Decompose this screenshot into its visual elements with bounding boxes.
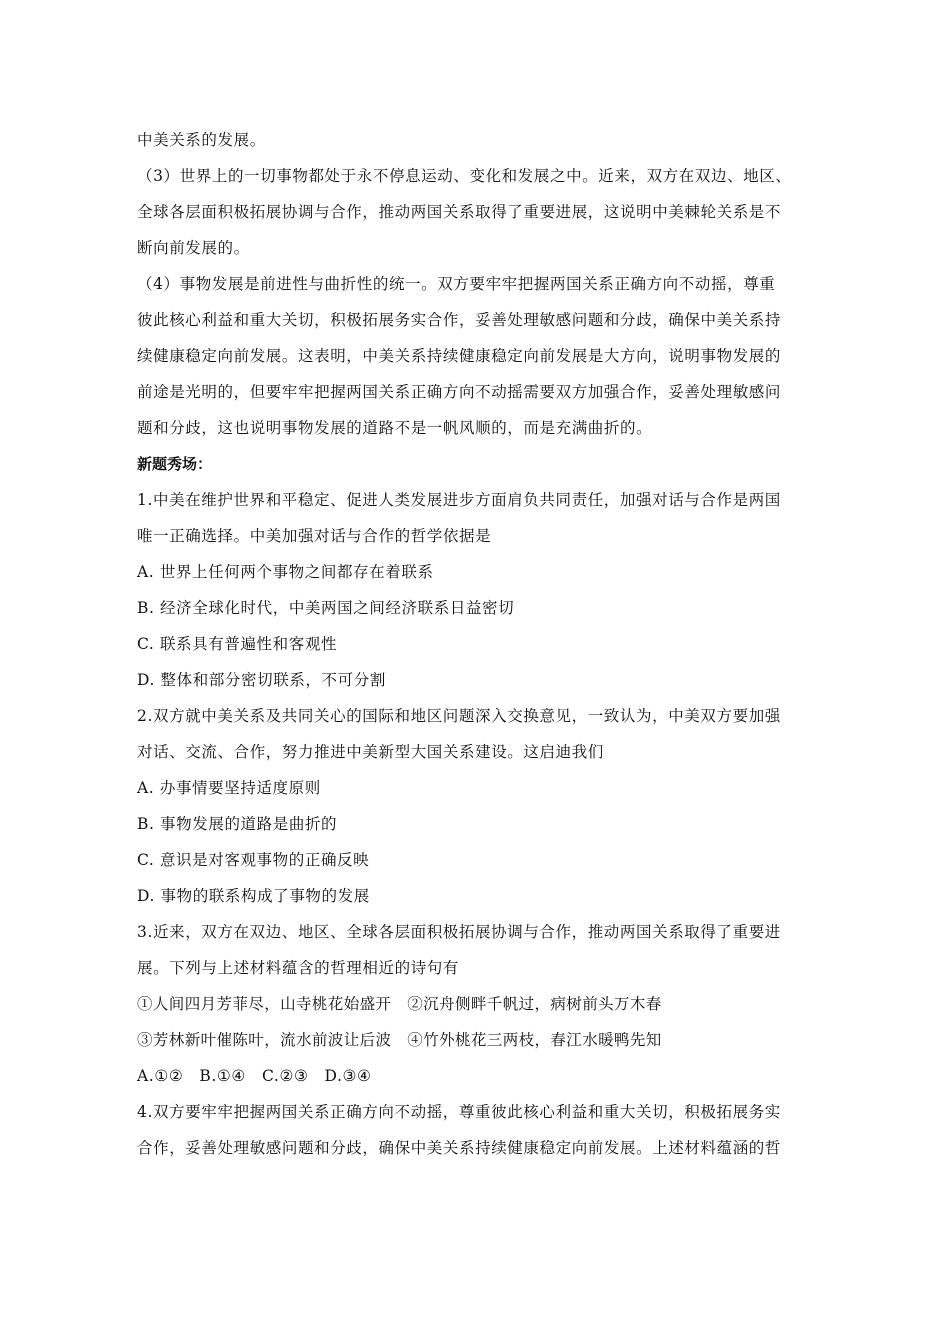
question-stem: 展。下列与上述材料蕴含的哲理相近的诗句有	[137, 959, 460, 977]
question-stem: 3.近来，双方在双边、地区、全球各层面积极拓展协调与合作，推动两国关系取得了重要进	[137, 923, 781, 941]
answer-line: 断向前发展的。	[137, 239, 250, 257]
question-option: B. 经济全球化时代，中美两国之间经济联系日益密切	[137, 599, 515, 617]
question-3	[137, 914, 827, 1094]
question-option: C. 联系具有普遍性和客观性	[137, 635, 338, 653]
question-stem: 合作，妥善处理敏感问题和分歧，确保中美关系持续健康稳定向前发展。上述材料蕴涵的哲	[137, 1139, 782, 1157]
question-option: A. 办事情要坚持适度原则	[137, 779, 321, 797]
answer-line: 全球各层面积极拓展协调与合作，推动两国关系取得了重要进展，这说明中美棘轮关系是不	[137, 203, 782, 221]
question-stem: 唯一正确选择。中美加强对话与合作的哲学依据是	[137, 527, 492, 545]
question-option: A.①② B.①④ C.②③ D.③④	[137, 1067, 372, 1085]
question-option: ①人间四月芳菲尽，山寺桃花始盛开 ②沉舟侧畔千帆过，病树前头万木春	[137, 995, 662, 1013]
question-option: C. 意识是对客观事物的正确反映	[137, 851, 370, 869]
question-option: ③芳林新叶催陈叶，流水前波让后波 ④竹外桃花三两枝，春江水暖鸭先知	[137, 1031, 662, 1049]
answer-line: 题和分歧，这也说明事物发展的道路不是一帆风顺的，而是充满曲折的。	[137, 419, 653, 437]
document-body	[137, 122, 827, 1166]
question-stem: 4.双方要牢牢把握两国关系正确方向不动摇，尊重彼此核心利益和重大关切，积极拓展务实	[137, 1103, 781, 1121]
answer-line: 前途是光明的，但要牢牢把握两国关系正确方向不动摇需要双方加强合作，妥善处理敏感问	[137, 383, 782, 401]
question-1	[137, 482, 827, 698]
answer-line: （4）事物发展是前进性与曲折性的统一。双方要牢牢把握两国关系正确方向不动摇，尊重	[137, 275, 776, 293]
question-stem: 2.双方就中美关系及共同关心的国际和地区问题深入交换意见，一致认为，中美双方要加强	[137, 707, 781, 725]
question-option: A. 世界上任何两个事物之间都存在着联系	[137, 563, 434, 581]
answer-line: （3）世界上的一切事物都处于永不停息运动、变化和发展之中。近来，双方在双边、地区、	[137, 167, 792, 185]
answer-line: 中美关系的发展。	[137, 131, 266, 149]
question-option: D. 事物的联系构成了事物的发展	[137, 887, 370, 905]
question-stem: 1.中美在维护世界和平稳定、促进人类发展进步方面肩负共同责任，加强对话与合作是两国	[137, 491, 781, 509]
section-heading: 新题秀场：	[137, 455, 213, 473]
question-4	[137, 1094, 827, 1166]
question-option: D. 整体和部分密切联系，不可分割	[137, 671, 386, 689]
question-stem: 对话、交流、合作，努力推进中美新型大国关系建设。这启迪我们	[137, 743, 604, 761]
answer-line: 彼此核心利益和重大关切，积极拓展务实合作，妥善处理敏感问题和分歧，确保中美关系持	[137, 311, 782, 329]
question-option: B. 事物发展的道路是曲折的	[137, 815, 338, 833]
answer-line: 续健康稳定向前发展。这表明，中美关系持续健康稳定向前发展是大方向，说明事物发展的	[137, 347, 782, 365]
question-2	[137, 698, 827, 914]
